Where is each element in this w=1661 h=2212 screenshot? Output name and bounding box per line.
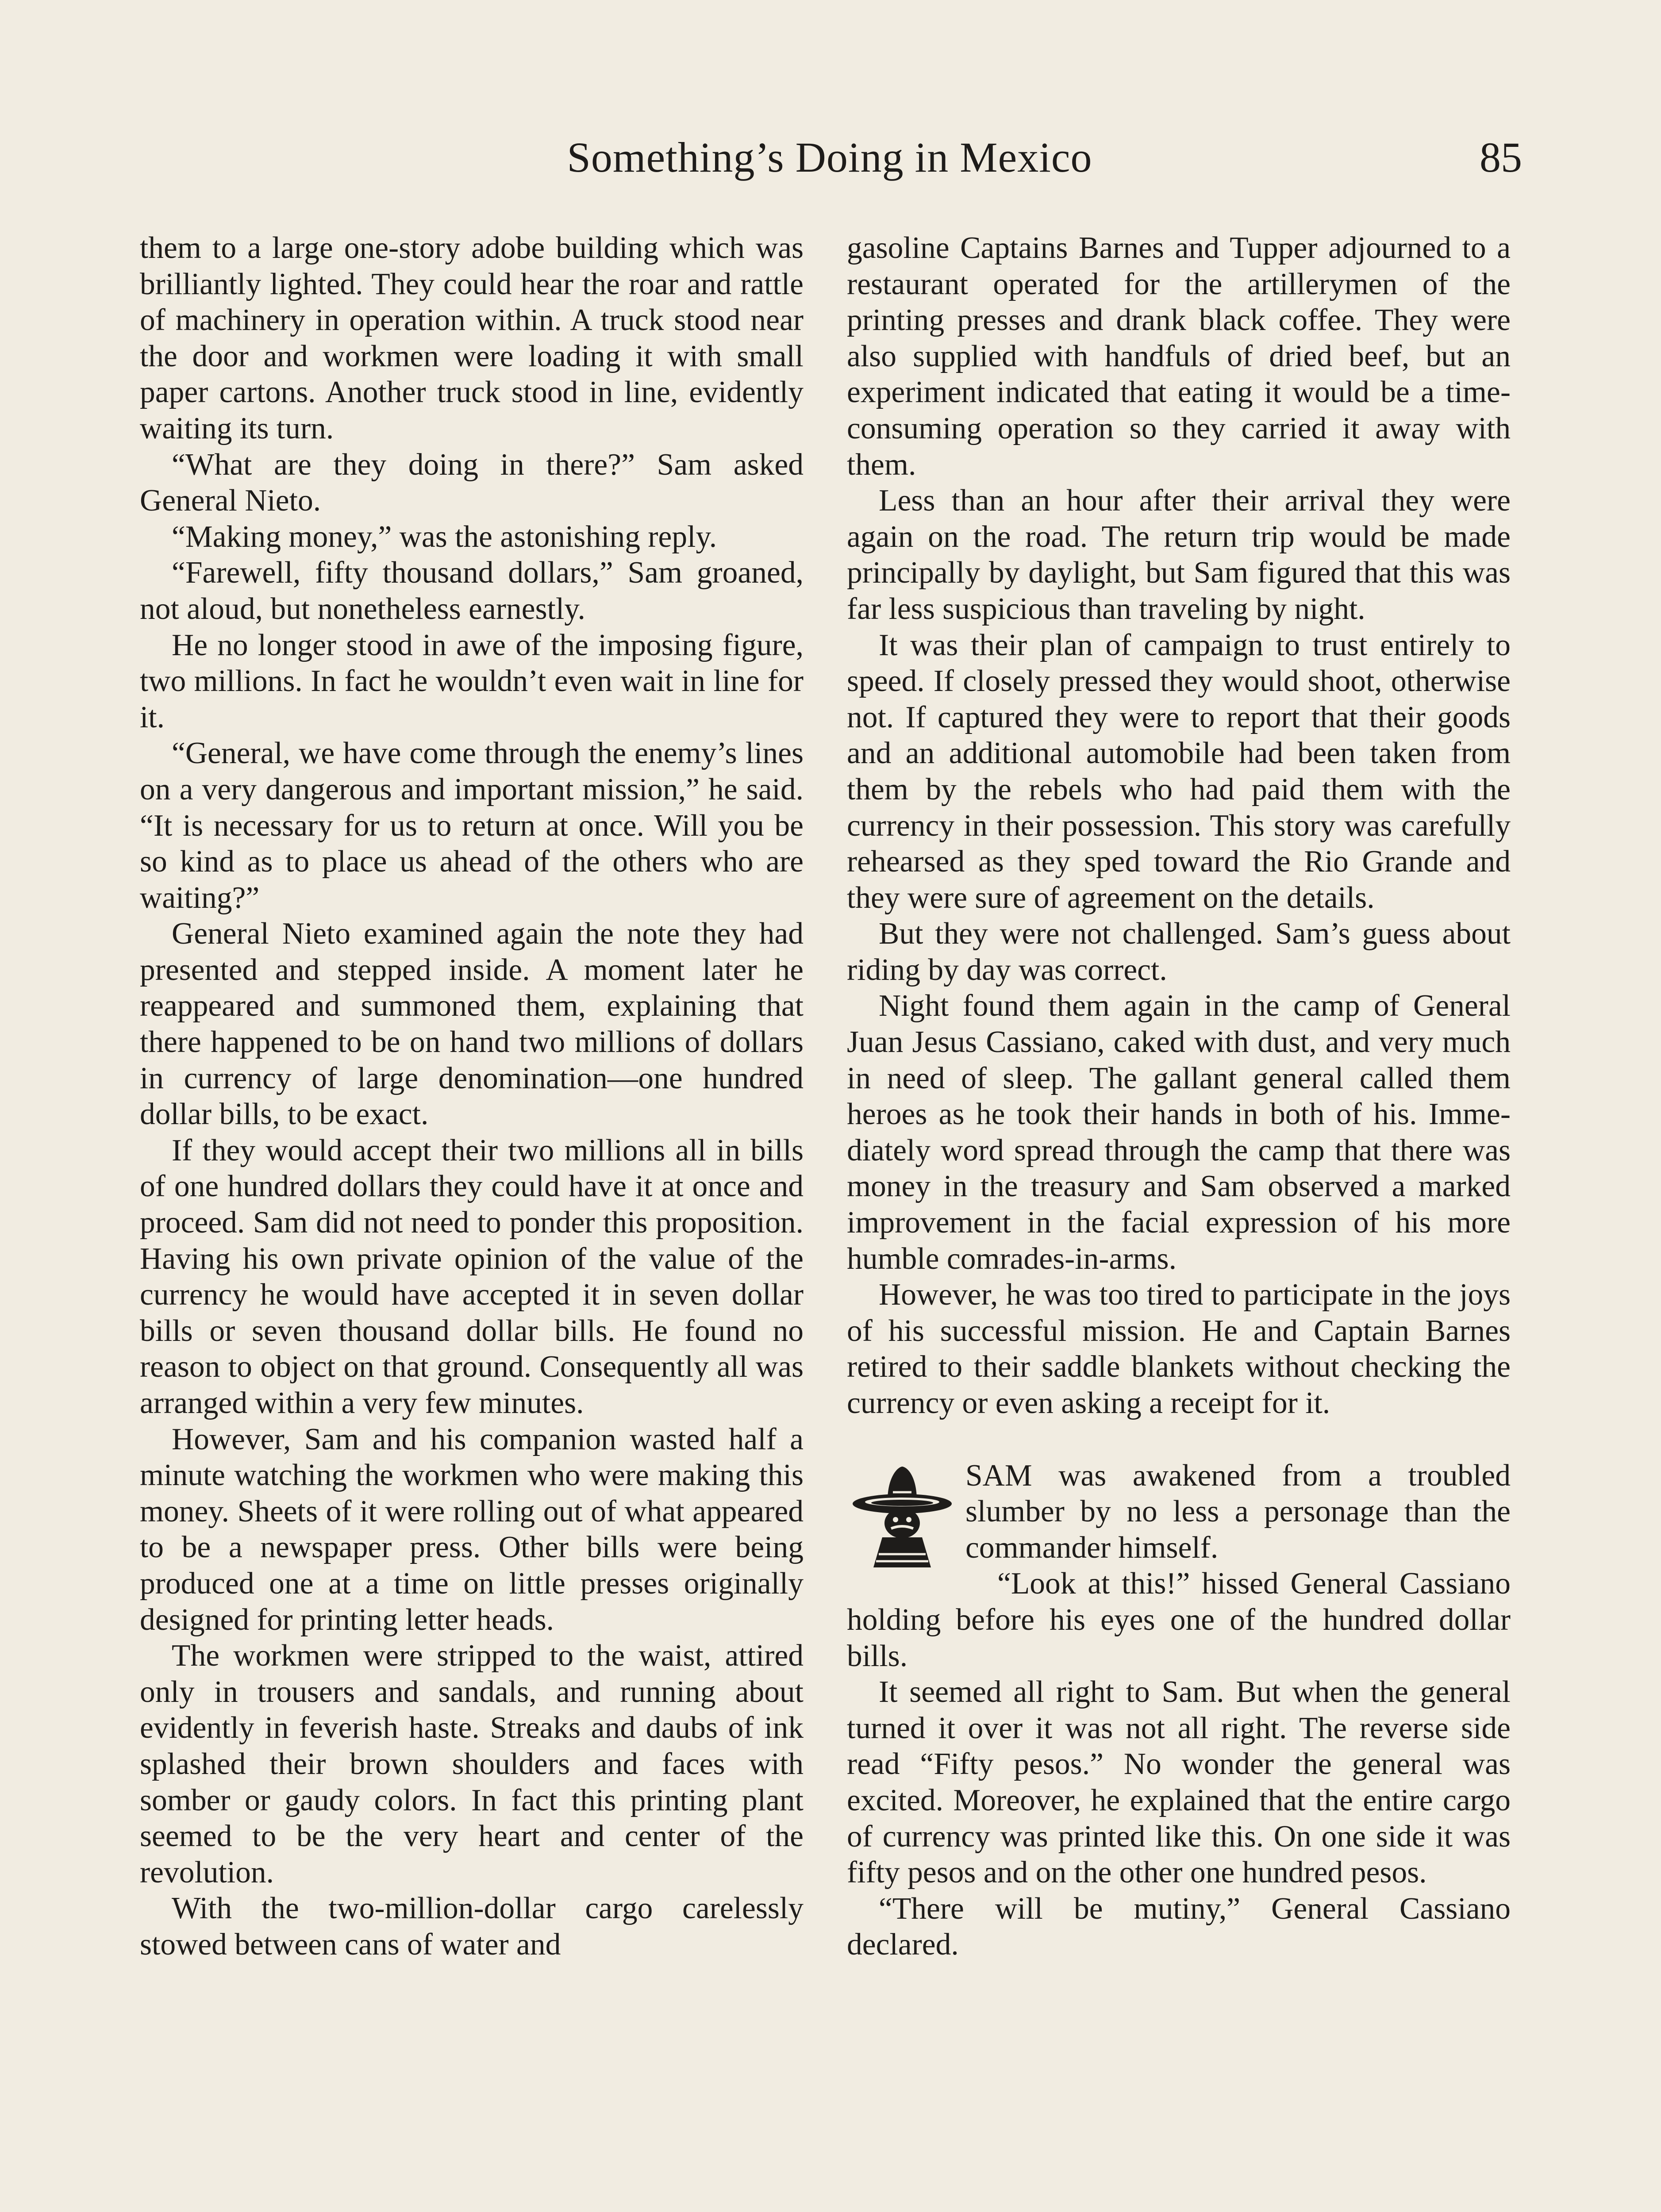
- paragraph: “What are they doing in there?” Sam asked General Nieto.: [140, 447, 804, 518]
- paragraph: Night found them again in the camp of General Juan Jesus Cassiano, caked with dust, and very much in need of sleep. The gallant general called them heroes as he took their hands in both of his. Immediately word spread through the camp that there was money in the treasury and Sam observed a marked improvement in the facial expression of his more humble comrades-in-arms.: [847, 989, 1511, 1276]
- running-head-title: Something’s Doing in Mexico: [567, 134, 1092, 181]
- paragraph: gasoline Captains Barnes and Tupper adjourned to a restaurant operated for the artillerymen of the printing presses and drank black coffee. They were also supplied with handfuls of dried beef, but an experiment indicated that eating it would be a time-consuming operation so they carried it away with them.: [847, 231, 1511, 482]
- paragraph: General Nieto examined again the note they had presented and stepped inside. A moment later he reappeared and summoned them, explaining that there happened to be on hand two millions of dollars in currency of large denomination—one hundred dollar bills, to be exact.: [140, 917, 804, 1132]
- paragraph: Less than an hour after their arrival they were again on the road. The return trip would be made principally by daylight, but Sam figured that this was far less suspicious than traveling by night.: [847, 484, 1511, 626]
- paragraph: He no longer stood in awe of the imposing figure, two millions. In fact he wouldn’t even wait in line for it.: [140, 628, 804, 734]
- paragraph: “There will be mutiny,” General Cassiano declared.: [847, 1891, 1511, 1962]
- paragraph: It seemed all right to Sam. But when the general turned it over it was not all right. The reverse side read “Fifty pesos.” No wonder the general was excited. Moreover, he explained that the entire cargo of currency was printed like this. On one side it was fifty pesos and on the other one hundred pesos.: [847, 1675, 1511, 1890]
- paragraph: them to a large one-story adobe building which was brilliantly lighted. They could hear the roar and rattle of machinery in operation within. A truck stood near the door and workmen were loading it with small paper cartons. Another truck stood in line, evidently waiting its turn.: [140, 231, 804, 445]
- paragraph: If they would accept their two millions all in bills of one hundred dollars they could have it at once and proceed. Sam did not need to ponder this proposition. Having his own private opinion of the value of the currency he would have accepted it in seven dollar bills or seven thousand dollar bills. He found no reason to object on that ground. Consequently all was arranged within a very few minutes.: [140, 1133, 804, 1420]
- sombrero-man-icon: [847, 1461, 957, 1570]
- paragraph: “Farewell, fifty thousand dollars,” Sam groaned, not aloud, but nonetheless earnestly.: [140, 556, 804, 626]
- paragraph: It was their plan of campaign to trust entirely to speed. If closely pressed they would shoot, otherwise not. If captured they were to report that their goods and an additional automobile had been taken from them by the rebels who had paid them with the currency in their possession. This story was carefully rehearsed as they sped toward the Rio Grande and they were sure of agreement on the details.: [847, 628, 1511, 915]
- page-number: 85: [1480, 134, 1522, 181]
- paragraph: The workmen were stripped to the waist, attired only in trousers and sandals, and running about evidently in feverish haste. Streaks and daubs of ink splashed their brown shoulders and faces with somber or gaudy colors. In fact this printing plant seemed to be the very heart and center of the revolution.: [140, 1639, 804, 1889]
- paragraph: “General, we have come through the enemy’s lines on a very dangerous and important mission,” he said. “It is necessary for us to return at once. Will you be so kind as to place us ahead of the others who are waiting?”: [140, 736, 804, 915]
- paragraph: SAM was awakened from a troubled slumber by no less a personage than the commander himself.: [965, 1458, 1511, 1565]
- section-break: [847, 1421, 1511, 1458]
- left-column: [140, 230, 804, 1963]
- paragraph: With the two-million-dollar cargo carelessly stowed between cans of water and: [140, 1891, 804, 1962]
- paragraph: However, Sam and his companion wasted half a minute watching the workmen who were making this money. Sheets of it were rolling out of what appeared to be a newspaper press. Other bills were being produced one at a time on little presses originally designed for printing letter heads.: [140, 1422, 804, 1637]
- paragraph: But they were not challenged. Sam’s guess about riding by day was correct.: [847, 917, 1511, 987]
- right-column: [847, 230, 1511, 1963]
- paragraph: However, he was too tired to participate in the joys of his successful mission. He and Captain Barnes retired to their saddle blankets without checking the currency or even asking a receipt for it.: [847, 1278, 1511, 1420]
- paragraph: “Making money,” was the astonishing reply.: [172, 519, 717, 554]
- paragraph: “Look at this!” hissed General Cassiano holding before his eyes one of the hundred dollar bills.: [847, 1567, 1511, 1673]
